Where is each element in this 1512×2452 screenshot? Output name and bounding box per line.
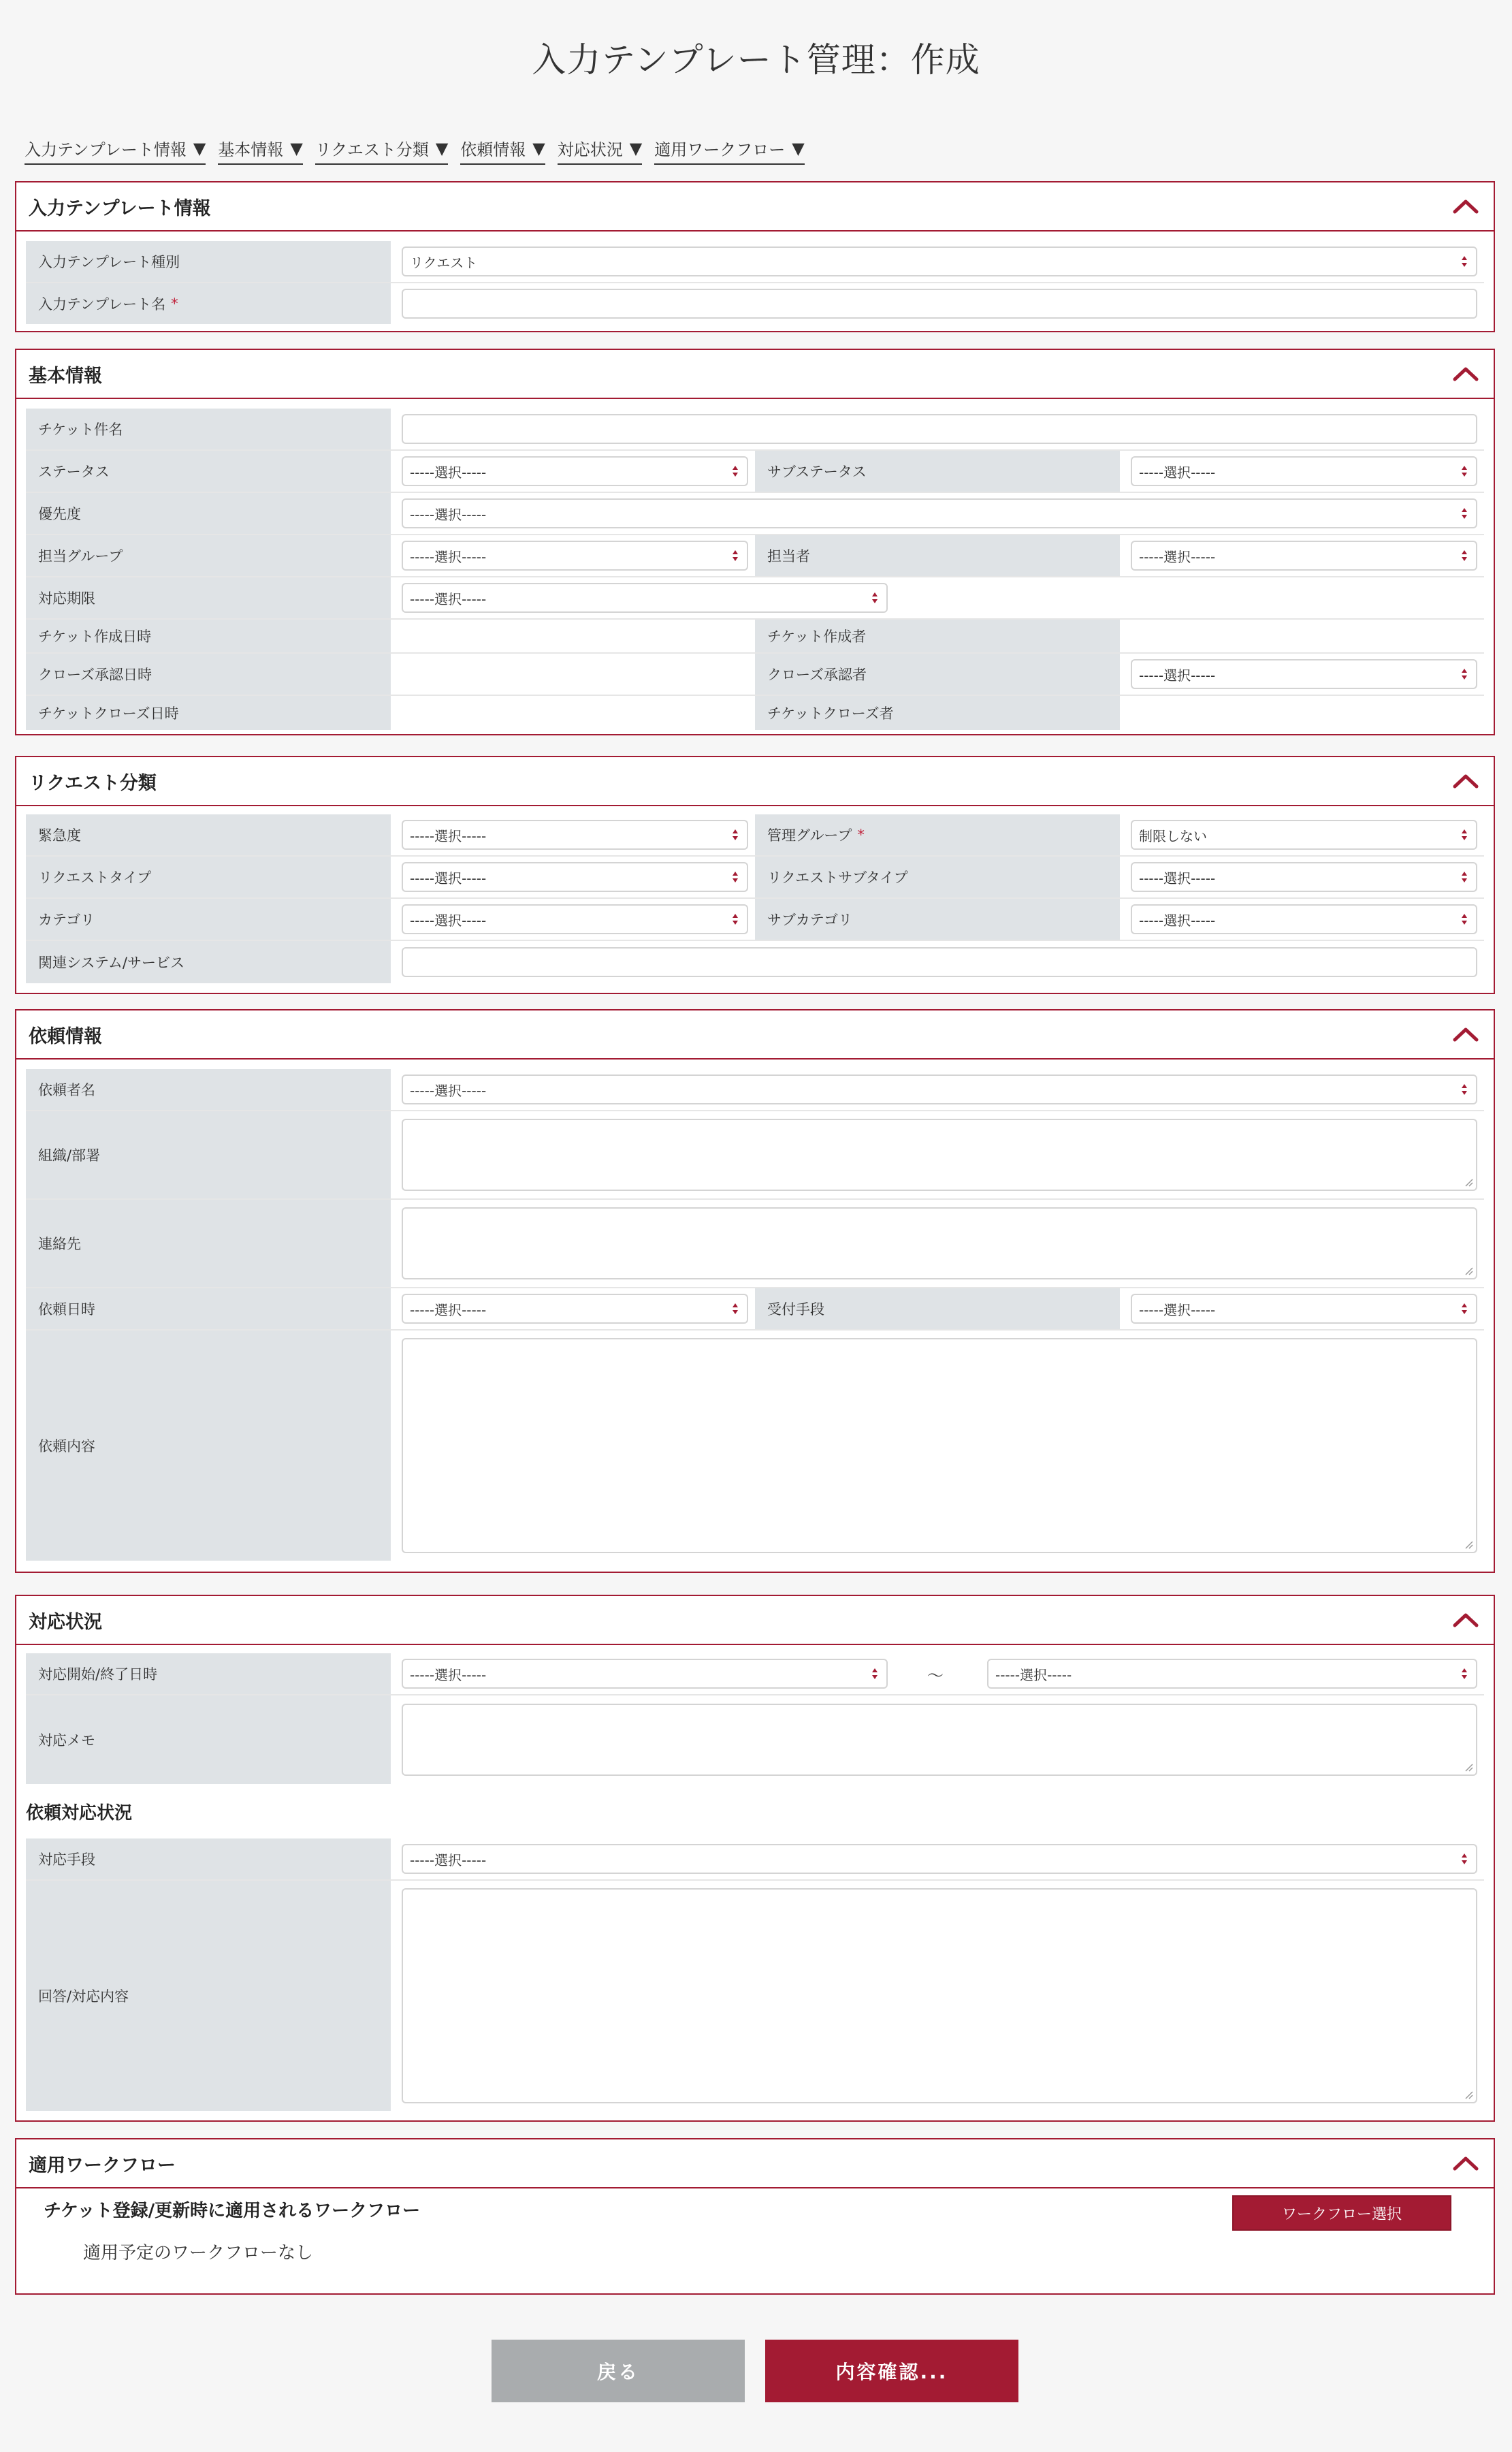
- form-cell: [391, 451, 755, 492]
- close-approved-at-label: クローズ承認日時: [26, 654, 391, 695]
- form-row: [26, 409, 1484, 451]
- form-row: [26, 493, 1484, 535]
- reception-channel-select[interactable]: [1131, 1294, 1477, 1324]
- close-approved-at-value: [391, 654, 755, 695]
- form-cell: [1120, 535, 1484, 576]
- form-cell: [391, 1838, 1484, 1879]
- form-cell: [391, 1695, 1484, 1784]
- deadline-label: 対応期限: [26, 577, 391, 618]
- select-arrows-icon: [1461, 912, 1468, 926]
- resize-grip-icon[interactable]: [1464, 1540, 1473, 1549]
- deadline-select[interactable]: [402, 583, 888, 613]
- form-cell: [391, 493, 1484, 534]
- response-period-label: 対応開始/終了日時: [26, 1653, 391, 1694]
- select-arrows-icon: [1461, 1083, 1468, 1096]
- created-at-value: [391, 620, 755, 652]
- form-cell: [391, 941, 1484, 983]
- panel-title: 入力テンプレート情報: [29, 197, 211, 219]
- answer-textarea[interactable]: [402, 1888, 1477, 2103]
- select-value: -----選択-----: [410, 548, 487, 565]
- status-label: ステータス: [26, 451, 391, 492]
- subject-input[interactable]: [402, 414, 1477, 444]
- resize-grip-icon[interactable]: [1464, 2090, 1473, 2099]
- select-arrows-icon: [1461, 507, 1468, 520]
- form-cell: [1120, 1288, 1484, 1329]
- label-text: 管理グループ: [767, 827, 852, 844]
- panel-header: [16, 2139, 1494, 2188]
- form-cell: [391, 283, 1484, 324]
- form-cell: [391, 857, 755, 897]
- panel-basic-info: [15, 349, 1495, 735]
- select-value: リクエスト: [410, 254, 478, 271]
- form-cell: [391, 1200, 1484, 1287]
- nav-label: リクエスト分類: [315, 140, 429, 159]
- close-approver-select[interactable]: [1131, 659, 1477, 689]
- panel-title: 依頼情報: [29, 1025, 102, 1047]
- panel-workflow: [15, 2138, 1495, 2295]
- select-arrows-icon: [1461, 1667, 1468, 1681]
- form-row: [26, 1288, 1484, 1331]
- select-arrows-icon: [1461, 1302, 1468, 1316]
- response-means-select[interactable]: [402, 1844, 1477, 1874]
- select-value: -----選択-----: [995, 1666, 1072, 1683]
- assign-group-select[interactable]: [402, 541, 748, 571]
- nav-label: 対応状況: [557, 140, 623, 159]
- form-cell: [391, 241, 1484, 282]
- closed-by-label: チケットクローズ者: [755, 696, 1120, 730]
- select-arrows-icon: [1461, 255, 1468, 268]
- answer-label: 回答/対応内容: [26, 1881, 391, 2111]
- chevron-up-icon[interactable]: [1453, 366, 1479, 382]
- form-row: [26, 451, 1484, 493]
- form-cell: [1120, 451, 1484, 492]
- form-row: [26, 1331, 1484, 1561]
- select-value: -----選択-----: [1139, 548, 1216, 565]
- caret-down-icon: ▼: [290, 138, 303, 158]
- form-row: [26, 899, 1484, 941]
- form-cell: [391, 577, 895, 618]
- panel-header: [16, 757, 1494, 806]
- form-cell: [391, 1288, 755, 1329]
- form-cell: [976, 1653, 1484, 1694]
- form-cell: [391, 409, 1484, 449]
- select-arrows-icon: [732, 870, 739, 884]
- nav-template-info[interactable]: [25, 136, 206, 165]
- select-value: -----選択-----: [410, 464, 487, 481]
- chevron-up-icon[interactable]: [1453, 1612, 1479, 1628]
- chevron-up-icon[interactable]: [1453, 1026, 1479, 1042]
- section-anchor-nav: [25, 135, 805, 165]
- closed-by-value: [1120, 696, 1484, 730]
- select-arrows-icon: [1461, 549, 1468, 562]
- response-end-select[interactable]: [987, 1659, 1477, 1689]
- org-textarea[interactable]: [402, 1119, 1477, 1191]
- select-value: -----選択-----: [410, 1851, 487, 1868]
- mgmt-group-label: [755, 814, 1120, 855]
- chevron-up-icon[interactable]: [1453, 773, 1479, 789]
- mgmt-group-select[interactable]: [1131, 820, 1477, 850]
- template-type-label: 入力テンプレート種別: [26, 241, 391, 282]
- created-by-label: チケット作成者: [755, 620, 1120, 652]
- resize-grip-icon[interactable]: [1464, 1266, 1473, 1275]
- created-by-value: [1120, 620, 1484, 652]
- org-label: 組織/部署: [26, 1111, 391, 1198]
- form-cell: [391, 535, 755, 576]
- priority-label: 優先度: [26, 493, 391, 534]
- caret-down-icon: ▼: [792, 138, 805, 158]
- response-start-select[interactable]: [402, 1659, 888, 1689]
- panel-title: 適用ワークフロー: [29, 2154, 176, 2176]
- form-row: [26, 696, 1484, 730]
- caret-down-icon: ▼: [532, 138, 545, 158]
- request-type-select[interactable]: [402, 862, 748, 892]
- closed-at-label: チケットクローズ日時: [26, 696, 391, 730]
- section-subtitle: 依頼対応状況: [26, 1803, 133, 1824]
- panel-title: 基本情報: [29, 365, 102, 387]
- form-cell: [391, 1111, 1484, 1198]
- related-system-input[interactable]: [402, 947, 1477, 977]
- form-row: [26, 814, 1484, 857]
- form-cell: [391, 1069, 1484, 1110]
- substatus-label: サブステータス: [755, 451, 1120, 492]
- form-cell: [1120, 814, 1484, 855]
- select-arrows-icon: [732, 549, 739, 562]
- caret-down-icon: ▼: [193, 138, 206, 158]
- select-value: 制限しない: [1139, 827, 1207, 844]
- caret-down-icon: ▼: [629, 138, 643, 158]
- back-button[interactable]: 戻る: [492, 2340, 745, 2402]
- assignee-select[interactable]: [1131, 541, 1477, 571]
- nav-status[interactable]: [558, 136, 642, 165]
- contact-textarea[interactable]: [402, 1207, 1477, 1279]
- request-type-label: リクエストタイプ: [26, 857, 391, 897]
- closed-at-value: [391, 696, 755, 730]
- form-row: [26, 857, 1484, 899]
- contact-label: 連絡先: [26, 1200, 391, 1287]
- nav-workflow[interactable]: [654, 136, 804, 165]
- panel-title: リクエスト分類: [29, 772, 157, 794]
- range-tilde: ～: [927, 1666, 944, 1685]
- form-row: [26, 1200, 1484, 1288]
- select-value: -----選択-----: [1139, 667, 1216, 684]
- assignee-label: 担当者: [755, 535, 1120, 576]
- panel-header: [16, 182, 1494, 232]
- form-cell: [391, 899, 755, 940]
- panel-client-info: [15, 1009, 1495, 1573]
- panel-title: 対応状況: [29, 1611, 102, 1633]
- form-cell: [391, 1331, 1484, 1561]
- template-name-input[interactable]: [402, 289, 1477, 319]
- required-mark: *: [171, 296, 178, 312]
- subject-label: チケット件名: [26, 409, 391, 449]
- request-subtype-label: リクエストサブタイプ: [755, 857, 1120, 897]
- request-date-select[interactable]: [402, 1294, 748, 1324]
- resize-grip-icon[interactable]: [1464, 1762, 1473, 1772]
- nav-label: 基本情報: [218, 140, 284, 159]
- form-cell: [391, 1881, 1484, 2111]
- select-value: -----選択-----: [410, 1666, 487, 1683]
- related-system-label: 関連システム/サービス: [26, 941, 391, 983]
- form-row: [26, 1695, 1484, 1784]
- created-at-label: チケット作成日時: [26, 620, 391, 652]
- category-select[interactable]: [402, 904, 748, 934]
- nav-label: 適用ワークフロー: [654, 140, 786, 159]
- form-cell: [391, 1653, 895, 1694]
- select-arrows-icon: [871, 591, 878, 605]
- workflow-subtitle: チケット登録/更新時に適用されるワークフロー: [44, 2201, 421, 2221]
- select-value: -----選択-----: [1139, 464, 1216, 481]
- response-memo-textarea[interactable]: [402, 1704, 1477, 1776]
- panel-status: [15, 1595, 1495, 2122]
- request-date-label: 依頼日時: [26, 1288, 391, 1329]
- label-text: 入力テンプレート名: [38, 296, 166, 313]
- select-value: -----選択-----: [410, 1301, 487, 1318]
- form-row: [26, 1881, 1484, 2111]
- panel-header: [16, 1596, 1494, 1645]
- request-content-label: 依頼内容: [26, 1331, 391, 1561]
- select-value: -----選択-----: [410, 870, 487, 887]
- request-subtype-select[interactable]: [1131, 862, 1477, 892]
- urgency-select[interactable]: [402, 820, 748, 850]
- client-name-label: 依頼者名: [26, 1069, 391, 1110]
- nav-client-info[interactable]: [460, 136, 545, 165]
- workflow-empty-text: 適用予定のワークフローなし: [83, 2243, 314, 2263]
- form-row: [26, 1653, 1484, 1695]
- subcategory-select[interactable]: [1131, 904, 1477, 934]
- form-row: [26, 1069, 1484, 1111]
- form-row: [26, 241, 1484, 283]
- select-arrows-icon: [732, 1302, 739, 1316]
- select-value: -----選択-----: [410, 912, 487, 929]
- select-value: -----選択-----: [410, 506, 487, 523]
- form-row: [26, 620, 1484, 654]
- form-row: [26, 535, 1484, 577]
- client-name-select[interactable]: [402, 1074, 1477, 1104]
- nav-label: 依頼情報: [460, 140, 526, 159]
- select-arrows-icon: [1461, 828, 1468, 842]
- request-content-textarea[interactable]: [402, 1338, 1477, 1553]
- assign-group-label: 担当グループ: [26, 535, 391, 576]
- category-label: カテゴリ: [26, 899, 391, 940]
- select-arrows-icon: [732, 912, 739, 926]
- form-row: [26, 577, 1484, 620]
- form-row: [26, 283, 1484, 324]
- select-value: -----選択-----: [1139, 870, 1216, 887]
- workflow-select-button[interactable]: ワークフロー選択: [1232, 2195, 1451, 2231]
- form-row: [26, 941, 1484, 983]
- nav-label: 入力テンプレート情報: [25, 140, 187, 159]
- form-row: [26, 654, 1484, 696]
- select-arrows-icon: [1461, 464, 1468, 478]
- resize-grip-icon[interactable]: [1464, 1177, 1473, 1187]
- select-value: -----選択-----: [410, 590, 487, 607]
- chevron-up-icon[interactable]: [1453, 2155, 1479, 2171]
- panel-template-info: [15, 181, 1495, 332]
- select-arrows-icon: [1461, 667, 1468, 681]
- select-arrows-icon: [732, 464, 739, 478]
- form-row: [26, 1838, 1484, 1881]
- form-cell: [1120, 857, 1484, 897]
- subcategory-label: サブカテゴリ: [755, 899, 1120, 940]
- priority-select[interactable]: [402, 498, 1477, 528]
- form-row: [26, 1111, 1484, 1200]
- select-arrows-icon: [871, 1667, 878, 1681]
- form-cell: [1120, 654, 1484, 695]
- select-arrows-icon: [1461, 1852, 1468, 1866]
- urgency-label: 緊急度: [26, 814, 391, 855]
- substatus-select[interactable]: [1131, 456, 1477, 486]
- form-cell: [391, 814, 755, 855]
- select-value: -----選択-----: [410, 1082, 487, 1099]
- select-arrows-icon: [1461, 870, 1468, 884]
- select-value: -----選択-----: [1139, 1301, 1216, 1318]
- close-approver-label: クローズ承認者: [755, 654, 1120, 695]
- required-mark: *: [857, 827, 865, 843]
- panel-header: [16, 350, 1494, 399]
- response-means-label: 対応手段: [26, 1838, 391, 1879]
- panel-request-category: [15, 756, 1495, 994]
- nav-basic-info[interactable]: [218, 136, 302, 165]
- select-value: -----選択-----: [1139, 912, 1216, 929]
- chevron-up-icon[interactable]: [1453, 198, 1479, 214]
- confirm-button[interactable]: 内容確認...: [765, 2340, 1018, 2402]
- template-name-label: [26, 283, 391, 324]
- status-select[interactable]: [402, 456, 748, 486]
- caret-down-icon: ▼: [435, 138, 449, 158]
- form-cell: [1120, 899, 1484, 940]
- reception-channel-label: 受付手段: [755, 1288, 1120, 1329]
- template-type-select[interactable]: [402, 246, 1477, 276]
- select-arrows-icon: [732, 828, 739, 842]
- response-memo-label: 対応メモ: [26, 1695, 391, 1784]
- select-value: -----選択-----: [410, 827, 487, 844]
- page-title: 入力テンプレート管理：作成: [532, 40, 980, 80]
- nav-request-category[interactable]: [315, 136, 449, 165]
- panel-header: [16, 1010, 1494, 1060]
